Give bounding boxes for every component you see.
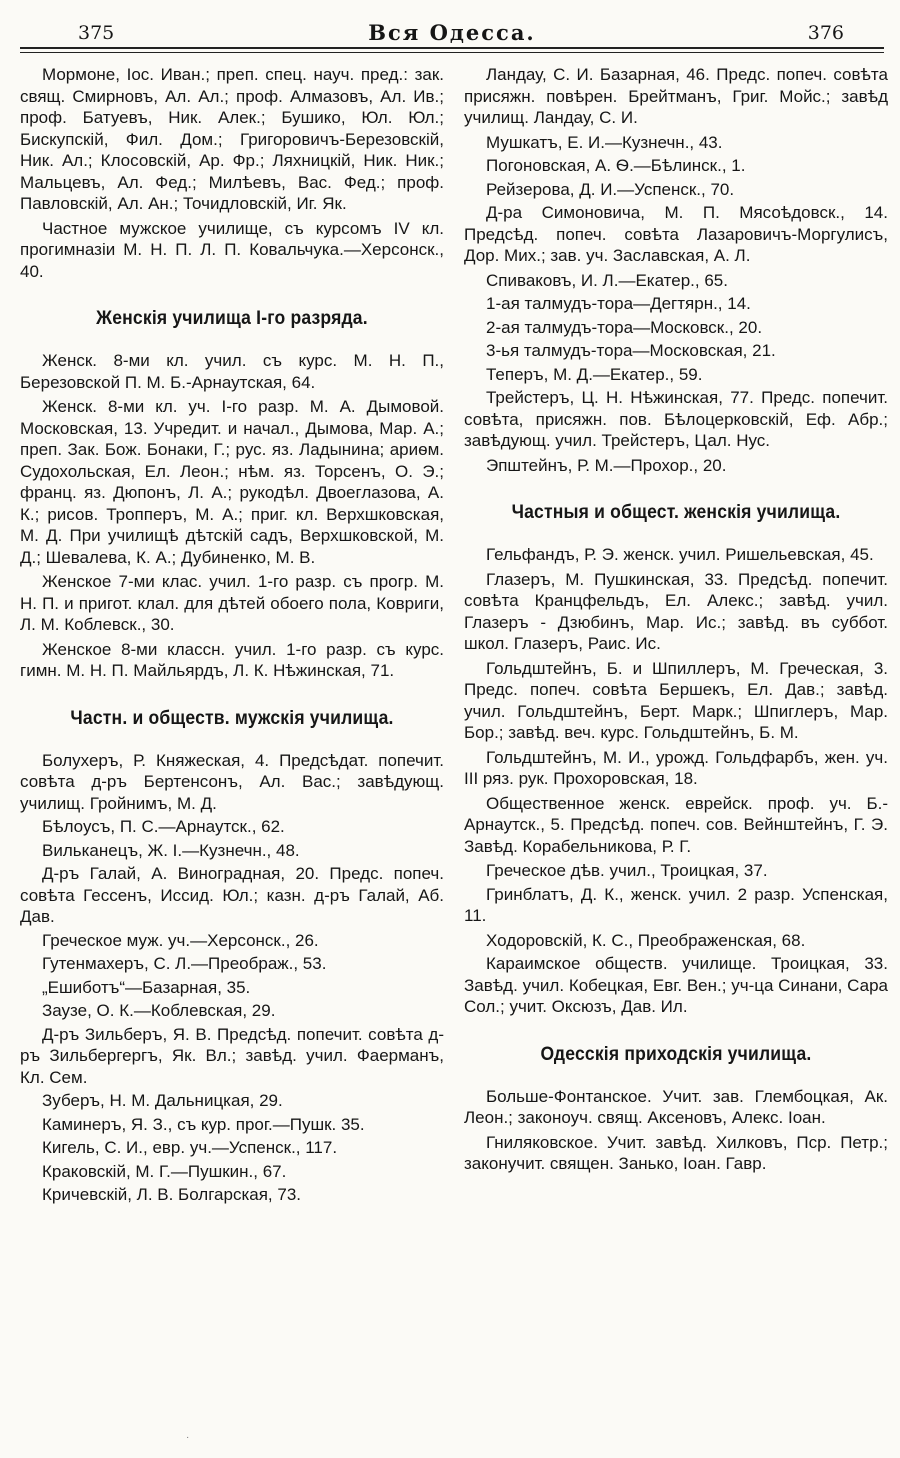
list-item: 3-ья талмудъ-тора—Московская, 21. — [486, 341, 776, 360]
list-item: Рейзерова, Д. И.—Успенск., 70. — [486, 179, 735, 199]
list-item: Гринблатъ, Д. К., женск. учил. 2 разр. Успенская, 11. — [464, 884, 888, 925]
list-item: Греческое муж. уч.—Херсонск., 26. — [42, 930, 319, 950]
right-column — [464, 64, 888, 1178]
paragraph: Мормоне, Іос. Иван.; преп. спец. науч. пред.: зак. свящ. Смирновъ, Ал. Ал.; проф. Алмазовъ, Ал. Ив.; проф. Батуевъ, Ник. Алек.; Бушико, Юл. Юл.; Бискупскій, Фил. Дом.; Григоровичъ-Березовскій, Ник. Ал.; Клосовскій, Ар. Фр.; Ляхницкій, Ник. Ник.; Мальцевъ, Ал. Фед.; Милѣевъ, Вас. Фед.; проф. Павловскій, Ал. Ан.; Точидловскій, Иг. Як. — [20, 65, 444, 213]
list-item: Зуберъ, Н. М. Дальницкая, 29. — [42, 1091, 283, 1110]
list-item: Кигель, С. И., евр. уч.—Успенск., 117. — [42, 1138, 338, 1157]
list-item: Трейстеръ, Ц. Н. Нѣжинская, 77. Предс. попечит. совѣта, присяжн. пов. Бѣлоцерковскій, Еф. Абр.; завѣдующ. учил. Трейстеръ, Цал. Нус. — [464, 388, 888, 450]
list-item: Гольдштейнъ, М. И., урожд. Гольдфарбъ, жен. уч. III ряз. рук. Прохоровская, 18. — [464, 747, 888, 788]
page-header — [20, 14, 884, 46]
running-title: Вся Одесса. — [368, 20, 536, 45]
list-item: Женск. 8-ми кл. уч. I-го разр. М. А. Дымовой. Московская, 13. Учредит. и начал., Дымова, Мар. А.; преп. Зак. Бож. Бонаки, Г.; рус. яз. Ладынина; ариѳм. Судохольская, Ел. Леон.; нѣм. яз. Торсенъ, О. Э.; франц. яз. Дюпонъ, Л. А.; рукодѣл. Двоеглазова, А. К.; рисов. Тропперъ, М. А.; приг. кл. Верхшковская, М. Д. При училищѣ дѣтскій садъ, Верхшковской, М. Д.; Шевалева, К. А.; Дубиненко, М. В. — [20, 397, 444, 567]
list-item: Ходоровскій, К. С., Преображенская, 68. — [486, 930, 806, 950]
list-item: Краковскій, М. Г.—Пушкин., 67. — [42, 1161, 287, 1181]
list-item: Больше-Фонтанское. Учит. зав. Глембоцкая, Ак. Леон.; законоуч. свящ. Аксеновъ, Алекс. Іоан. — [464, 1086, 888, 1127]
paragraph: Частное мужское училище, съ курсомъ IV кл. прогимназіи М. Н. П. Л. П. Ковальчука.—Херсонск., 40. — [20, 218, 444, 281]
list-item: Гольдштейнъ, Б. и Шпиллеръ, М. Греческая, 3. Предс. попеч. совѣта Бершекъ, Ел. Дав.; завѣд. учил. Гольдштейнъ, Берт. Марк.; Шпиглеръ, Мар. Бор.; завѣд. веч. курс. Гольдштейнъ, Б. М. — [464, 658, 888, 742]
list-item: Кричевскій, Л. В. Болгарская, 73. — [42, 1185, 301, 1204]
left-column — [20, 64, 444, 1208]
list-item: Ландау, С. И. Базарная, 46. Предс. попеч. совѣта присяжн. повѣрен. Брейтманъ, Григ. Мойс.; завѣд училищ. Ландау, С. И. — [464, 65, 888, 127]
list-item: Гельфандъ, Р. Э. женск. учил. Ришельевская, 45. — [486, 545, 874, 564]
list-item: „Ешиботъ“—Базарная, 35. — [42, 977, 251, 997]
page-number-left: 375 — [78, 22, 115, 44]
section-heading-women-schools: Женскія училища I-го разряда. — [96, 307, 368, 329]
list-item: Мушкатъ, Е. И.—Кузнечн., 43. — [486, 132, 723, 152]
list-item: Д-ръ Зильберъ, Я. В. Предсѣд. попечит. совѣта д-ръ Зильбергергъ, Як. Вл.; завѣд. учил. Фаерманъ, Кл. Сем. — [20, 1024, 444, 1087]
list-item: Глазеръ, М. Пушкинская, 33. Предсѣд. попечит. совѣта Кранцфельдъ, Ел. Алекс.; завѣд. учил. Глазеръ - Дзюбинъ, Мар. Ис.; завѣд. въ суббот. школ. Глазеръ, Раис. Ис. — [464, 569, 888, 653]
list-item: Заузе, О. К.—Коблевская, 29. — [42, 1001, 276, 1020]
header-rule-thin — [20, 52, 884, 53]
list-item: Д-ра Симоновича, М. П. Мясоѣдовск., 14. Предсѣд. попеч. совѣта Лазаровичъ-Моргулисъ, Дор. Мих.; зав. уч. Заславская, А. Л. — [464, 203, 888, 265]
list-item: Караимское обществ. училище. Троицкая, 33. Завѣд. учил. Кобецкая, Евг. Вен.; уч-ца Синани, Сара Сол.; учит. Оксюзъ, Дав. Ил. — [464, 954, 888, 1016]
list-item: Теперъ, М. Д.—Екатер., 59. — [486, 364, 703, 384]
list-item: Спиваковъ, И. Л.—Екатер., 65. — [486, 270, 728, 290]
list-item: Болухеръ, Р. Княжеская, 4. Предсѣдат. попечит. совѣта д-ръ Бертенсонъ, Ал. Вас.; завѣдующ. училищ. Гройнимъ, М. Д. — [20, 750, 444, 813]
list-item: Женское 7-ми клас. учил. 1-го разр. съ прогр. М. Н. П. и пригот. клал. для дѣтей обоего пола, Ковриги, Л. М. Коблевск., 30. — [20, 572, 444, 634]
list-item: Д-ръ Галай, А. Виноградная, 20. Предс. попеч. совѣта Гессенъ, Иссид. Юл.; казн. д-ръ Галай, Аб. Дав. — [20, 864, 444, 926]
list-item: Погоновская, А. Ѳ.—Бѣлинск., 1. — [486, 156, 746, 175]
list-item: Греческое дѣв. учил., Троицкая, 37. — [486, 861, 768, 880]
header-rule-thick — [20, 47, 884, 49]
list-item: Эпштейнъ, Р. М.—Прохор., 20. — [486, 455, 727, 475]
list-item: 2-ая талмудъ-тора—Московск., 20. — [486, 317, 763, 337]
page-number-right: 376 — [807, 22, 844, 44]
list-item: Бѣлоусъ, П. С.—Арнаутск., 62. — [42, 817, 285, 836]
list-item: Каминеръ, Я. З., съ кур. прог.—Пушк. 35. — [42, 1114, 365, 1134]
list-item: Гниляковское. Учит. завѣд. Хилковъ, Пср. Петр.; законучит. священ. Занько, Іоан. Гавр. — [464, 1132, 888, 1173]
list-item: Гутенмахеръ, С. Л.—Преображ., 53. — [42, 954, 327, 973]
section-heading-parish-schools: Одесскія приходскія училища. — [540, 1042, 812, 1065]
list-item: 1-ая талмудъ-тора—Дегтярн., 14. — [486, 294, 751, 313]
list-item: Женск. 8-ми кл. учил. съ курс. М. Н. П., Березовской П. М. Б.-Арнаутская, 64. — [20, 351, 444, 392]
section-heading-private-women-schools: Частныя и общест. женскія училища. — [511, 501, 841, 523]
list-item: Женское 8-ми классн. учил. 1-го разр. съ курс. гимн. М. Н. П. Майльярдъ, Л. К. Нѣжинская, 71. — [20, 639, 444, 680]
list-item: Общественное женск. еврейск. проф. уч. Б.-Арнаутск., 5. Предсѣд. попеч. сов. Вейнштейнъ, Г. Э. Завѣд. Корабельникова, Р. Г. — [464, 793, 888, 856]
scan-speck: · — [186, 1432, 190, 1443]
list-item: Вильканецъ, Ж. I.—Кузнечн., 48. — [42, 840, 300, 860]
section-heading-men-schools: Частн. и обществ. мужскія училища. — [70, 706, 394, 729]
